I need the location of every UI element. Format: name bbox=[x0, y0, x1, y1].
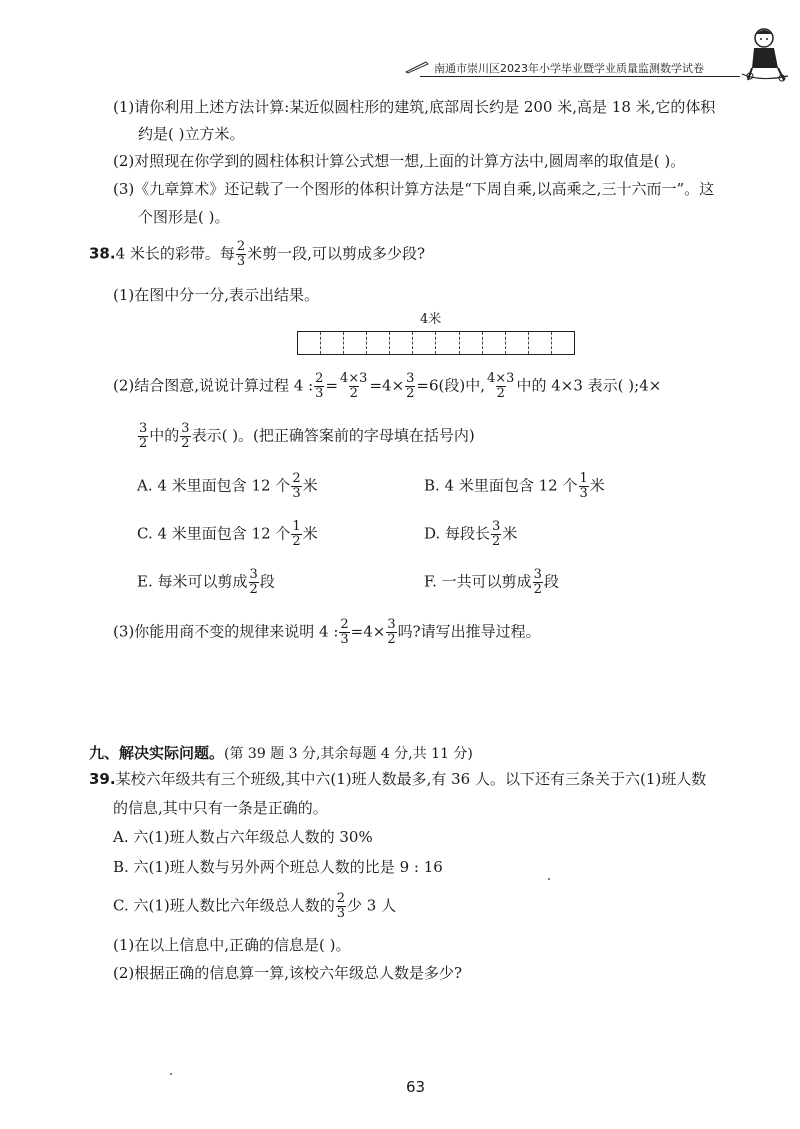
page-number: 63 bbox=[406, 1078, 426, 1096]
q38-part1: (1)在图中分一分,表示出结果。 bbox=[113, 286, 320, 304]
q39-stem-line2: 的信息,其中只有一条是正确的。 bbox=[113, 799, 328, 817]
q37-part3-line2: 个图形是( )。 bbox=[138, 208, 230, 226]
q39-part1: (1)在以上信息中,正确的信息是( )。 bbox=[113, 936, 351, 954]
q38-option-e: E. 每米可以剪成 $\frac{3}{2}$ 段 bbox=[137, 567, 275, 597]
pen-icon bbox=[404, 60, 430, 74]
q37-part2: (2)对照现在你学到的圆柱体积计算公式想一想,上面的计算方法中,圆周率的取值是( )。 bbox=[113, 152, 686, 170]
q39-option-c: C. 六(1)班人数比六年级总人数的 $\frac{2}{3}$ 少 3 人 bbox=[113, 891, 397, 921]
section9-heading: 九、解决实际问题。(第 39 题 3 分,其余每题 4 分,共 11 分) bbox=[89, 744, 473, 762]
student-cartoon-icon bbox=[740, 24, 792, 86]
fraction-two-thirds: $\frac{2}{3}$ bbox=[236, 239, 246, 269]
q38-part2-line2: $\frac{3}{2}$ 中的 $\frac{3}{2}$ 表示( )。(把正确答案前的字母填在括号内) bbox=[139, 421, 475, 451]
q38-part2-line1: (2)结合图意,说说计算过程 4 : $\frac{2}{3}$ = $\frac{4\times 3}{2}$ =4× $\frac{3}{2}$ =6(段)中, $\frac{4\times 3}{2}$ 中的 4×3 表示( );4× bbox=[113, 371, 662, 401]
q39-stem-line1: 39.某校六年级共有三个班级,其中六(1)班人数最多,有 36 人。以下还有三条关于六(1)班人数 bbox=[89, 770, 707, 788]
q37-part1-line1: (1)请你利用上述方法计算:某近似圆柱形的建筑,底部周长约是 200 米,高是 18 米,它的体积 bbox=[113, 98, 716, 116]
ribbon-length-label: 4米 bbox=[420, 312, 442, 327]
q37-part3-line1: (3)《九章算术》还记载了一个图形的体积计算方法是“下周自乘,以高乘之,三十六而一”。这 bbox=[113, 180, 715, 198]
q38-option-b: B. 4 米里面包含 12 个 $\frac{1}{3}$ 米 bbox=[424, 471, 605, 501]
q38-part3: (3)你能用商不变的规律来说明 4 : $\frac{2}{3}$ =4× $\frac{3}{2}$ 吗?请写出推导过程。 bbox=[113, 617, 541, 647]
scan-speck bbox=[170, 1073, 172, 1075]
q39-option-a: A. 六(1)班人数占六年级总人数的 30% bbox=[113, 828, 373, 846]
ribbon-diagram[interactable] bbox=[297, 331, 575, 355]
q38-number: 38. bbox=[89, 244, 116, 263]
q39-option-b: B. 六(1)班人数与另外两个班总人数的比是 9 : 16 bbox=[113, 858, 443, 876]
q38-option-f: F. 一共可以剪成 $\frac{3}{2}$ 段 bbox=[424, 567, 559, 597]
header-title: 南通市崇川区2023年小学毕业暨学业质量监测数学试卷 bbox=[434, 62, 704, 75]
q38-option-d: D. 每段长 $\frac{3}{2}$ 米 bbox=[424, 519, 518, 549]
q38-option-a: A. 4 米里面包含 12 个 $\frac{2}{3}$ 米 bbox=[137, 471, 318, 501]
q37-part1-line2: 约是( )立方米。 bbox=[138, 125, 245, 143]
scan-speck bbox=[548, 878, 550, 880]
header-rule bbox=[420, 76, 740, 77]
q38-option-c: C. 4 米里面包含 12 个 $\frac{1}{2}$ 米 bbox=[137, 519, 318, 549]
q39-part2: (2)根据正确的信息算一算,该校六年级总人数是多少? bbox=[113, 964, 463, 982]
q39-number: 39. bbox=[89, 770, 116, 788]
q38-stem: 38.4 米长的彩带。每 $\frac{2}{3}$ 米剪一段,可以剪成多少段? bbox=[89, 239, 425, 269]
